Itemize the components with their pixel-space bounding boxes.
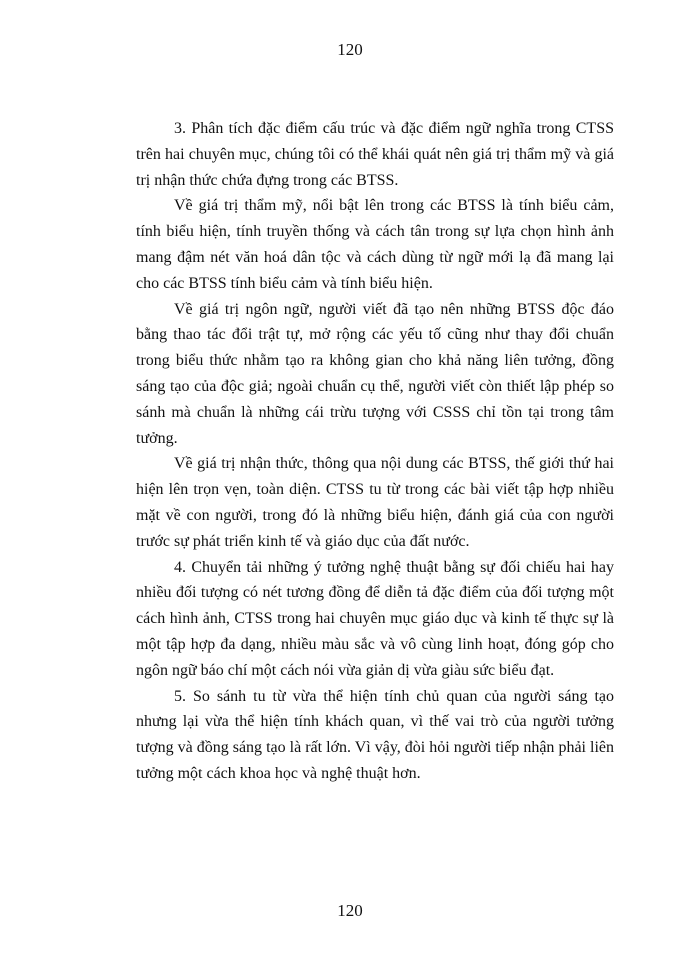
page-number-bottom: 120 xyxy=(337,901,363,920)
paragraph-cognitive-value: Về giá trị nhận thức, thông qua nội dung các BTSS, thế giới thứ hai hiện lên trọn vẹn, toàn diện. CTSS tu từ trong các bài viết tập hợp nhiều mặt về con người, trong đó là những biểu hiện, đánh giá của con người trước sự phát triển kinh tế và giáo dục của đất nước. xyxy=(136,455,614,550)
paragraph-conclusion-4: 4. Chuyển tải những ý tưởng nghệ thuật bằng sự đối chiếu hai hay nhiều đối tượng có nét tương đồng để diễn tả đặc điểm của đối tượng một cách hình ảnh, CTSS trong hai chuyên mục giáo dục và kinh tế thực sự là một tập hợp đa dạng, nhiều màu sắc và vô cùng linh hoạt, đóng góp cho ngôn ngữ báo chí một cách nói vừa giản dị vừa giàu sức biểu đạt. xyxy=(136,558,614,679)
paragraph-conclusion-3: 3. Phân tích đặc điểm cấu trúc và đặc điểm ngữ nghĩa trong CTSS trên hai chuyên mục, chúng tôi có thể khái quát nên giá trị thẩm mỹ và giá trị nhận thức chứa đựng trong các BTSS. xyxy=(136,120,614,189)
paragraph-language-value: Về giá trị ngôn ngữ, người viết đã tạo nên những BTSS độc đáo bằng thao tác đổi trật tự, mở rộng các yếu tố cũng như thay đổi chuẩn trong biểu thức nhằm tạo ra không gian cho khả năng liên tưởng, đồng sáng tạo của độc giả; ngoài chuẩn cụ thể, người viết còn thiết lập phép so sánh mà chuẩn là những cái trừu tượng với CSSS chỉ tồn tại trong tâm tưởng. xyxy=(136,300,614,447)
document-body xyxy=(136,116,614,787)
paragraph-aesthetic-value: Về giá trị thẩm mỹ, nổi bật lên trong các BTSS là tính biểu cảm, tính biểu hiện, tính truyền thống và cách tân trong sự lựa chọn hình ảnh mang đậm nét văn hoá dân tộc và cách dùng từ ngữ mới lạ đã mang lại cho các BTSS tính biểu cảm và tính biểu hiện. xyxy=(136,197,614,292)
paragraph-conclusion-5: 5. So sánh tu từ vừa thể hiện tính chủ quan của người sáng tạo nhưng lại vừa thể hiện tính khách quan, vì thế vai trò của người tưởng tượng và đồng sáng tạo là rất lớn. Vì vậy, đòi hỏi người tiếp nhận phải liên tưởng một cách khoa học và nghệ thuật hơn. xyxy=(136,687,614,782)
page-number-top: 120 xyxy=(337,40,363,59)
